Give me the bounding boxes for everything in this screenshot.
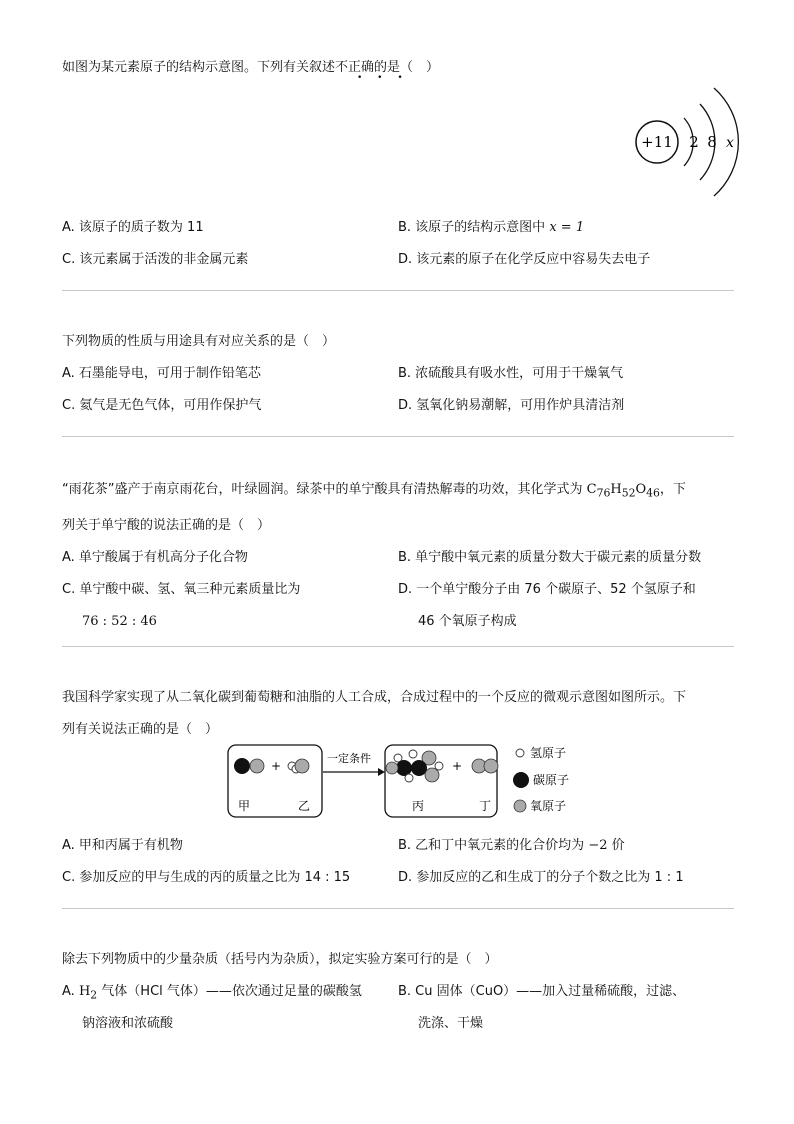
- divider: [62, 646, 734, 647]
- legend-carbon-icon: [513, 772, 529, 788]
- oxygen-atom: [250, 759, 264, 773]
- option-a[interactable]: A. 该原子的质子数为 11: [62, 220, 204, 235]
- stem-text-end: ，下: [659, 482, 686, 497]
- formula-c-sub: 76: [596, 486, 611, 500]
- option-b-text: B. 乙和丁中氧元素的化合价均为: [398, 838, 589, 853]
- option-a[interactable]: A. 石墨能导电，可用于制作铅笔芯: [62, 366, 261, 381]
- label-bing: 丙: [412, 799, 425, 813]
- label-jia: 甲: [238, 799, 251, 813]
- question-2-stem: 下列物质的性质与用途具有对应关系的是（ ）: [62, 334, 336, 349]
- legend-oxygen-icon: [514, 800, 526, 812]
- option-a-text: 气体（HCl 气体）——依次通过足量的碳酸氢: [97, 984, 362, 999]
- carbon-atom: [234, 758, 250, 774]
- nucleus-charge: +11: [641, 133, 673, 151]
- hydrogen-atom: [405, 774, 413, 782]
- question-2: [62, 326, 734, 422]
- option-b[interactable]: [398, 830, 625, 862]
- plus-sign: +: [270, 759, 282, 773]
- label-ding: 丁: [479, 799, 492, 813]
- oxygen-atom: [386, 762, 398, 774]
- option-d[interactable]: D. 参加反应的乙和生成丁的分子个数之比为 1 : 1: [398, 870, 684, 885]
- option-d[interactable]: D. 该元素的原子在化学反应中容易失去电子: [398, 252, 651, 267]
- option-b[interactable]: B. 单宁酸中氧元素的质量分数大于碳元素的质量分数: [398, 549, 702, 565]
- option-b[interactable]: [398, 212, 584, 244]
- oxygen-atom: [425, 768, 439, 782]
- hydrogen-atom: [435, 762, 443, 770]
- option-b-text: B. 该原子的结构示意图中: [398, 220, 550, 235]
- option-a[interactable]: [62, 976, 362, 1012]
- formula-c: C: [586, 482, 597, 497]
- formula-h-sub: 2: [90, 988, 98, 1002]
- shell-1-electrons: 2: [689, 133, 699, 151]
- divider: [62, 908, 734, 909]
- option-c[interactable]: C. 该元素属于活泼的非金属元素: [62, 252, 249, 267]
- atom-structure-diagram: [630, 80, 740, 205]
- question-4-stem-line1: 我国科学家实现了从二氧化碳到葡萄糖和油脂的人工合成，合成过程中的一个反应的微观示意图如图所示。下: [62, 690, 687, 705]
- question-5: [62, 944, 734, 1040]
- hydrogen-atom: [409, 750, 417, 758]
- question-3: [62, 474, 734, 638]
- option-b[interactable]: B. 浓硫酸具有吸水性，可用于干燥氧气: [398, 366, 624, 381]
- oxygen-atom: [484, 759, 498, 773]
- legend-hydrogen-icon: [516, 749, 524, 757]
- question-3-stem-line1: [62, 474, 734, 510]
- reaction-condition: 一定条件: [327, 752, 371, 765]
- divider: [62, 290, 734, 291]
- option-d-continued: 46 个氧原子构成: [418, 613, 517, 629]
- question-1-options: [62, 212, 734, 276]
- legend-hydrogen-label: 氢原子: [530, 746, 567, 760]
- option-b-math: −2: [588, 838, 608, 853]
- option-b-math: x = 1: [549, 220, 585, 235]
- legend-carbon-label: 碳原子: [533, 773, 570, 787]
- label-yi: 乙: [298, 799, 311, 813]
- reaction-micro-diagram: [226, 742, 586, 822]
- option-c-continued: 76 : 52 : 46: [82, 613, 157, 629]
- option-c[interactable]: C. 参加反应的甲与生成的丙的质量之比为 14 : 15: [62, 870, 351, 885]
- shell-3-electrons: x: [726, 135, 734, 151]
- option-a[interactable]: A. 甲和丙属于有机物: [62, 838, 183, 853]
- oxygen-atom: [295, 759, 309, 773]
- question-4-options: [62, 830, 734, 894]
- formula-h: H: [610, 482, 622, 497]
- option-a[interactable]: A. 单宁酸属于有机高分子化合物: [62, 549, 248, 565]
- option-c[interactable]: C. 单宁酸中碳、氢、氧三种元素质量比为: [62, 581, 301, 597]
- option-a-label: A.: [62, 984, 79, 999]
- option-c[interactable]: C. 氦气是无色气体，可用作保护气: [62, 398, 262, 413]
- formula-o: O: [635, 482, 647, 497]
- option-a-continued: 钠溶液和浓硫酸: [82, 1016, 174, 1031]
- question-4-stem-line2: 列有关说法正确的是（ ）: [62, 722, 219, 737]
- plus-sign: +: [451, 759, 463, 773]
- option-b-continued: 洗涤、干燥: [418, 1016, 484, 1031]
- formula-h: H: [78, 984, 91, 999]
- shell-2-electrons: 8: [707, 133, 717, 151]
- arrow-head: [378, 768, 385, 776]
- question-5-stem: 除去下列物质中的少量杂质（括号内为杂质），拟定实验方案可行的是（ ）: [62, 952, 498, 967]
- emphasis-dots: • • •: [357, 73, 409, 83]
- question-4: [62, 682, 734, 746]
- question-3-stem-line2: 列关于单宁酸的说法正确的是（ ）: [62, 517, 271, 533]
- option-b[interactable]: B. Cu 固体（CuO）——加入过量稀硫酸，过滤、: [398, 984, 686, 999]
- chemical-formula: [586, 482, 660, 500]
- carbon-atom: [411, 760, 427, 776]
- option-b-suffix: 价: [607, 838, 625, 853]
- divider: [62, 436, 734, 437]
- stem-text: “雨花茶”盛产于南京雨花台，叶绿圆润。绿茶中的单宁酸具有清热解毒的功效，其化学式为: [62, 482, 587, 497]
- question-1-stem: 如图为某元素原子的结构示意图。下列有关叙述不正确的是（ ）: [62, 60, 440, 75]
- option-d[interactable]: D. 氢氧化钠易潮解，可用作炉具清洁剂: [398, 398, 625, 413]
- formula-o-sub: 46: [646, 486, 660, 500]
- formula-h-sub: 52: [621, 486, 636, 500]
- option-d[interactable]: D. 一个单宁酸分子由 76 个碳原子、52 个氢原子和: [398, 581, 696, 597]
- legend-oxygen-label: 氧原子: [530, 799, 567, 813]
